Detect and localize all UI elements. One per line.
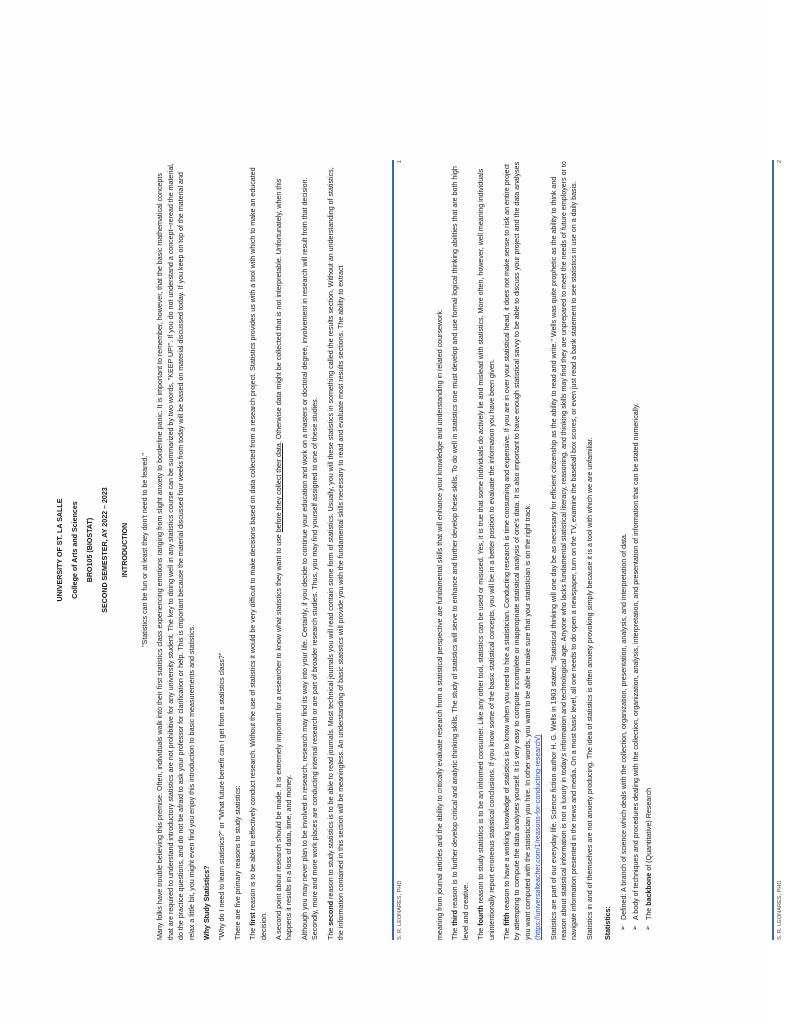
footer-author: S. R. LEONARES, PHD [777,880,783,940]
bullet-definition: ➢ Defined: A branch of science which deals with the collection, organization, presentation, analysis, and interpretation of data. [619,160,629,920]
statistics-bullets [619,160,654,930]
second-point-pre: A second point about research should be made. It is extremely important for a researcher to know what statistics they want to use [275,532,284,940]
page-1-body [55,160,352,940]
fifth-post: reason to have a working knowledge of statistics is to know when you need to hire a statistician. Conducting research is time consuming and expensive. If you are in over your statistical head, it does not make sense to risk an entire project by attempting to compute the data analyses yourself. It is very easy to compute incomplete or inappropriate statistical analysis of one's data. It is also important to have enough statistical savvy to be able to discuss your project and the data analyses you want computed with the statistician you hire. In other words, you want to be able to make sure that your statistician is on the right track. [503,161,532,940]
footer-rule [772,160,774,940]
intro-paragraph: Many folks have trouble believing this premise. Often, individuals walk into their first statistics class experiencing emotions ranging from slight anxiety to borderline panic. It is important to remember, however, that the basic mathematical concepts that are required to understand introductory statistics are not prohibitive for any university student. The key to doing well in any statistics course can be summarized by two words, "KEEP UP!". If you do not understand a concept--reread the material, do the practice questions, and do not be afraid to ask your professor for clarification or help. This is important because the material discussed four weeks from today will be based on material discussed today. If you keep on top of the material and relax a little bit, you might even find you enjoy this introduction to basic measurements and statistics. [156,163,196,940]
semester: SECOND SEMESTER, AY 2022 – 2023 [101,487,109,613]
backbone-pre: The [644,905,653,920]
fourth-post: reason to study statistics is to be an informed consumer. Like any other tool, statistics can be used or misused. Yes, it is true that some individuals do actively lie and mislead with statistics. More often, however, well meaning individuals unintentionally report erroneous statistical conclusions. If you know some of the basic statistical concepts, you will be in a better position to evaluate the information you have been given. [477,168,496,940]
third-bold: third [451,910,460,926]
first-bold: first [249,912,258,926]
fifth-pre: The [503,925,512,940]
fifth-bold: fifth [503,912,512,926]
bullet-backbone [644,160,654,920]
fourth-pre: The [477,925,486,940]
document-page-1 [55,120,415,1000]
page-number: 2 [777,160,783,164]
reference-link[interactable]: (https://universalteacher.com/1/reasons-for-conducting-research/) [534,734,543,940]
second-reason-paragraph [326,160,347,940]
document-page-2 [435,120,795,1000]
everyday-paragraph: Statistics are part of our everyday life. Science fiction author H. G. Wells in 1903 stated, "Statistical thinking will one day be as necessary for efficient citizenship as the ability to read and write." Wells was quite prophetic as the ability to think and reason about statistical information is not a luxury in today's information and technological age. Anyone who lacks fundamental statistical literacy, reasoning, and thinking skills may find they are unprepared to meet the needs of future employers or to navigate information presented in the news and media. On a most basic level, all one needs to do open a newspaper, turn on the TV, examine the baseball box scores, or even just read a bank statement to see statistics in use on a daily basis. [549,161,579,940]
first-reason-paragraph [248,160,269,940]
first-pre: The [249,925,258,940]
section-title-introduction: INTRODUCTION [121,522,129,578]
third-pre: The [451,925,460,940]
intro-quote: "Statistics can be fun or at least they don't need to be feared." [141,453,149,647]
footer-author: S. R. LEONARES, PHD [397,880,403,940]
third-post: reason is to further develop critical and analytic thinking skills. The study of statistics will serve to enhance and further develop these skills. To do well in statistics one must develop and use formal logical thinking abilities that are both high level and creative. [451,166,470,940]
second-post: reason to study statistics is to be able to read journals. Most technical journals you will read contain some form of statistics. Usually, you will these statistics in something called the results section. Without an understanding of statistics, the information contained in this section will be meaningless. An understanding of basic statistics will provide you with the fundamental skills necessary to read and evaluate most results sections. The ability to extract [326,167,346,940]
college-name: College of Arts and Sciences [71,501,79,599]
although-paragraph: Although you may never plan to be involved in research, research may find its way into your life. Certainly, if you decide to continue your education and work on a masters or doctoral degree, involvement in research will result from that decision. Secondly, more and more work places are conducting internal research or are part of broader research studies. Thus, you may find yourself assigned to one of these studies. [300,177,320,940]
five-reasons: There are five primary reasons to study statistics: [233,785,242,940]
page-2-body [435,160,656,940]
backbone-bold: backbone [644,872,653,906]
bullet-techniques: ➢ A body of techniques and procedures dealing with the collection, organization, analysis, interpretation, and presentation of information that can be stated numerically. [631,160,641,920]
first-post: reason is to be able to effectively conduct research. Without the use of statistics it would be very difficult to make decisions based on data collected from a research project. Statistics provides us with a tool with which to make an educated decision. [249,167,268,940]
second-pre: The [326,925,335,940]
footer-rule [392,160,394,940]
third-reason-paragraph [450,160,471,940]
second-bold: second [326,900,335,926]
backbone-post: of (Quantitative) Research [644,787,653,873]
page-number: 1 [397,160,403,164]
meaning-paragraph: meaning from journal articles and the ability to critically evaluate research from a statistical perspective are fundamental skills that will enhance your knowledge and understanding in related coursework. [436,309,444,940]
anxiety-paragraph: Statistics in and of themselves are not anxiety producing. The idea of statistics is often anxiety provoking simply because it is a tool with which we are unfamiliar. [585,437,594,940]
second-point-post: . Otherwise data might be collected that is not interpretable. Unfortunately, when this happens it results in a loss of data, time, and money. [275,178,294,940]
course-code: BRO105 (BIOSTAT) [86,517,94,583]
university-name: UNIVERSITY OF ST. LA SALLE [56,498,64,602]
second-point-underlined: before they collect their data [275,443,284,533]
why-study-title: Why Study Statistics? [203,865,212,940]
fifth-reason-paragraph [502,160,544,940]
second-point-paragraph [274,160,295,940]
fourth-reason-paragraph [476,160,497,940]
statistics-title: Statistics: [604,906,613,940]
why-question: "Why do I need to learn statistics?" or "What future benefit can I get from a statistics class?" [218,652,227,940]
fourth-bold: fourth [477,905,486,926]
